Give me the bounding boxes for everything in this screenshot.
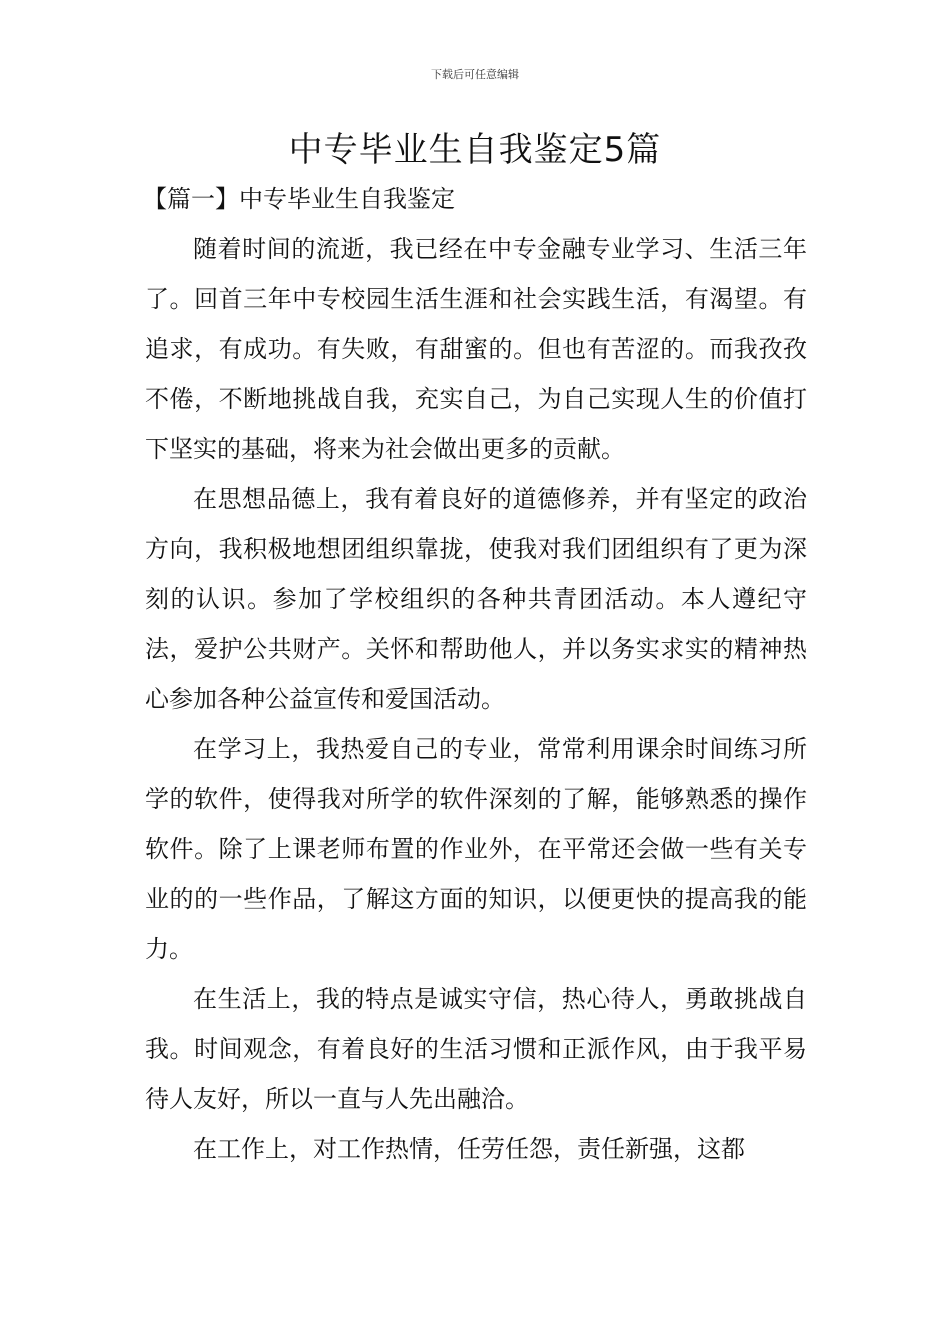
header-note: 下载后可任意编辑 [431,68,519,81]
document-title: 中专毕业生自我鉴定5篇 [288,130,662,170]
paragraph-3: 在学习上，我热爱自己的专业，常常利用课余时间练习所学的软件，使得我对所学的软件深刻的了解，能够熟悉的操作软件。除了上课老师布置的作业外，在平常还会做一些有关专业的的一些作品，了解这方面的知识，以便更快的提高我的能力。 [145,735,807,963]
paragraph-4: 在生活上，我的特点是诚实守信，热心待人，勇敢挑战自我。时间观念，有着良好的生活习惯和正派作风，由于我平易待人友好，所以一直与人先出融洽。 [145,985,807,1113]
paragraph-2: 在思想品德上，我有着良好的道德修养，并有坚定的政治方向，我积极地想团组织靠拢，使我对我们团组织有了更为深刻的认识。参加了学校组织的各种共青团活动。本人遵纪守法，爱护公共财产。关怀和帮助他人，并以务实求实的精神热心参加各种公益宣传和爱国活动。 [145,485,807,713]
document-body [145,224,807,1174]
paragraph-5: 在工作上，对工作热情，任劳任怨，责任新强，这都 [193,1135,745,1163]
paragraph-1: 随着时间的流逝，我已经在中专金融专业学习、生活三年了。回首三年中专校园生活生涯和社会实践生活，有渴望。有追求，有成功。有失败，有甜蜜的。但也有苦涩的。而我孜孜不倦，不断地挑战自我，充实自己，为自己实现人生的价值打下坚实的基础，将来为社会做出更多的贡献。 [145,235,807,463]
section-heading: 【篇一】中专毕业生自我鉴定 [143,185,455,213]
